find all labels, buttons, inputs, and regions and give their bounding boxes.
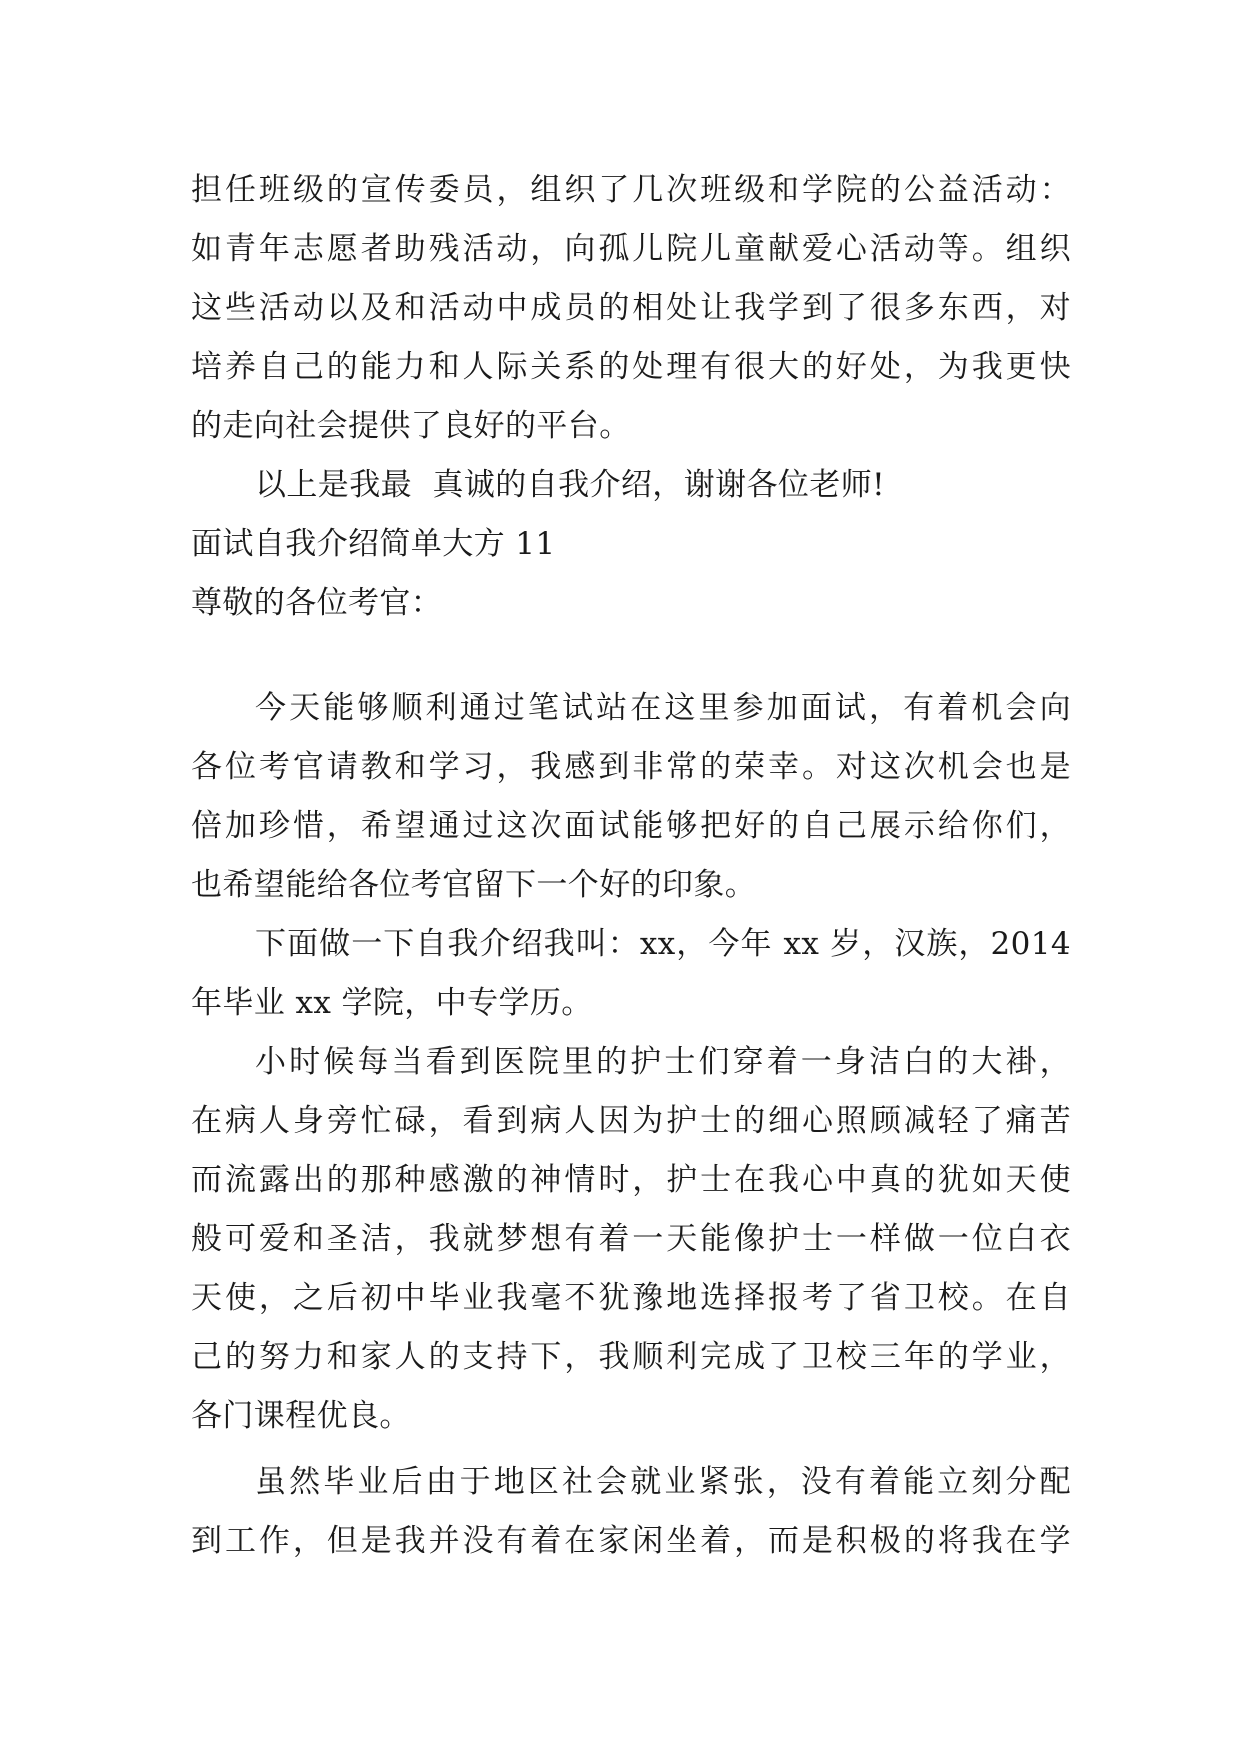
text-line: 这些活动以及和活动中成员的相处让我学到了很多东西，对 — [191, 290, 1071, 326]
text-line: 今天能够顺利通过笔试站在这里参加面试，有着机会向 — [255, 690, 1071, 726]
text-line: 小时候每当看到医院里的护士们穿着一身洁白的大褂， — [255, 1044, 1071, 1080]
text-line: 的走向社会提供了良好的平台。 — [191, 408, 631, 444]
closing-line: 以上是我最 真诚的自我介绍，谢谢各位老师! — [255, 467, 885, 503]
text-line: 各位考官请教和学习，我感到非常的荣幸。对这次机会也是 — [191, 749, 1071, 785]
text-line: 也希望能给各位考官留下一个好的印象。 — [191, 867, 757, 903]
text-line: 而流露出的那种感激的神情时，护士在我心中真的犹如天使 — [191, 1162, 1071, 1198]
text-line: 年毕业 xx 学院，中专学历。 — [191, 985, 593, 1021]
text-line: 己的努力和家人的支持下，我顺利完成了卫校三年的学业， — [191, 1339, 1071, 1375]
section-title: 面试自我介绍简单大方 11 — [191, 526, 556, 562]
text-line: 虽然毕业后由于地区社会就业紧张，没有着能立刻分配 — [255, 1464, 1071, 1500]
salutation: 尊敬的各位考官： — [191, 585, 443, 621]
text-line: 在病人身旁忙碌，看到病人因为护士的细心照顾减轻了痛苦 — [191, 1103, 1071, 1139]
text-line: 培养自己的能力和人际关系的处理有很大的好处，为我更快 — [191, 349, 1071, 385]
text-line: 如青年志愿者助残活动，向孤儿院儿童献爱心活动等。组织 — [191, 231, 1071, 267]
text-line: 倍加珍惜，希望通过这次面试能够把好的自己展示给你们， — [191, 808, 1071, 844]
text-line: 般可爱和圣洁，我就梦想有着一天能像护士一样做一位白衣 — [191, 1221, 1071, 1257]
text-line: 担任班级的宣传委员，组织了几次班级和学院的公益活动： — [191, 172, 1071, 208]
text-line: 各门课程优良。 — [191, 1398, 411, 1434]
text-line: 下面做一下自我介绍我叫：xx，今年 xx 岁，汉族，2014 — [255, 926, 1071, 962]
text-line: 天使，之后初中毕业我毫不犹豫地选择报考了省卫校。在自 — [191, 1280, 1071, 1316]
text-line: 到工作，但是我并没有着在家闲坐着，而是积极的将我在学 — [191, 1523, 1071, 1559]
